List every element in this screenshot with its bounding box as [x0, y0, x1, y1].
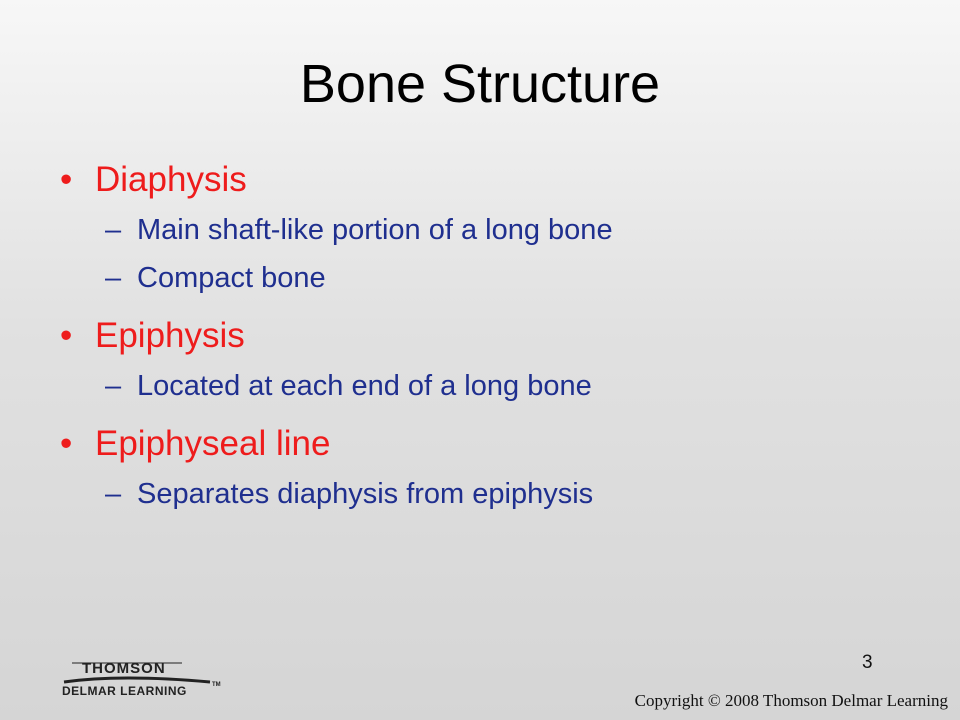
bullet-dot: •: [60, 160, 73, 199]
logo-bottom-text: DELMAR LEARNING: [62, 684, 187, 698]
sub-bullet-item: [60, 470, 920, 518]
page-number: 3: [862, 652, 873, 673]
bullet-item: [60, 158, 920, 202]
logo-top-text: THOMSON: [82, 660, 166, 677]
sub-bullet-item: [60, 362, 920, 410]
sub-bullet-item: [60, 254, 920, 302]
sub-bullet-item: [60, 206, 920, 254]
sub-bullet-text: Separates diaphysis from epiphysis: [137, 478, 594, 510]
slide-title: Bone Structure: [299, 54, 661, 114]
sub-bullet-text: Main shaft-like portion of a long bone: [137, 214, 613, 246]
bullet-dot: •: [60, 316, 73, 355]
sub-bullet-dash: –: [105, 370, 122, 402]
sub-bullet-list: [60, 206, 920, 302]
sub-bullet-text: Located at each end of a long bone: [137, 370, 592, 402]
bullet-item: [60, 314, 920, 358]
sub-bullet-dash: –: [105, 478, 122, 510]
copyright-notice: Copyright © 2008 Thomson Delmar Learning: [634, 691, 948, 710]
sub-bullet-dash: –: [105, 262, 122, 294]
bullet-text: Epiphyseal line: [95, 424, 331, 463]
sub-bullet-dash: –: [105, 214, 122, 246]
bullet-dot: •: [60, 424, 73, 463]
bullet-text: Epiphysis: [95, 316, 245, 355]
sub-bullet-text: Compact bone: [137, 262, 326, 294]
logo-trademark: TM: [212, 682, 221, 688]
sub-bullet-list: [60, 362, 920, 410]
bullet-list: [60, 158, 920, 530]
bullet-item: [60, 422, 920, 466]
bullet-text: Diaphysis: [95, 160, 247, 199]
sub-bullet-list: [60, 470, 920, 518]
